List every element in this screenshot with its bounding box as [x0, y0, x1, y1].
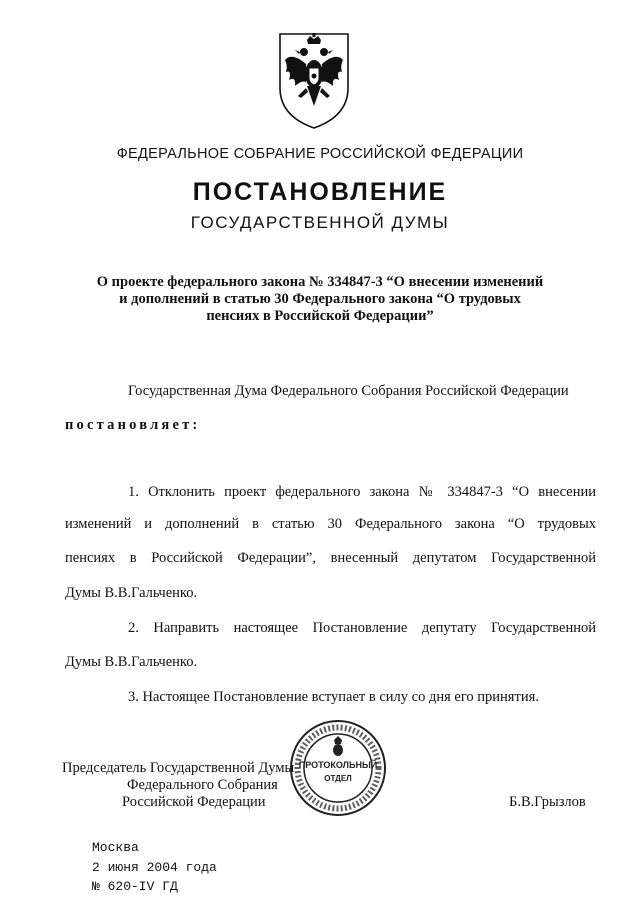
stamp-center-bottom: ОТДЕЛ	[324, 774, 352, 783]
item-2-line: Думы В.В.Гальченко.	[65, 654, 198, 670]
resolution-subject	[60, 274, 580, 325]
stamp-center-top: ПРОТОКОЛЬНЫЙ	[298, 760, 378, 770]
item-1-line: изменений и дополнений в статью 30 Федерального закона “О трудовых	[65, 516, 596, 532]
item-1-line: пенсиях в Российской Федерации”, внесенный депутатом Государственной	[65, 550, 596, 566]
item-1-line: 1. Отклонить проект федерального закона № 334847-3 “О внесении	[128, 484, 596, 500]
subject-line: О проекте федерального закона № 334847-3 “О внесении изменений	[96, 274, 544, 290]
document-title: ПОСТАНОВЛЕНИЕ	[192, 178, 448, 206]
seal-stamp-icon	[288, 718, 388, 818]
coat-of-arms-emblem	[276, 30, 352, 132]
document-number: № 620-IV ГД	[92, 879, 178, 894]
signatory-name: Б.В.Грызлов	[509, 794, 586, 810]
preamble-text: Государственная Дума Федерального Собрания Российской Федерации	[128, 383, 569, 399]
signatory-position: Председатель Государственной Думы	[62, 760, 295, 776]
organization-name: ФЕДЕРАЛЬНОЕ СОБРАНИЕ РОССИЙСКОЙ ФЕДЕРАЦИИ	[116, 146, 524, 162]
item-3-text: 3. Настоящее Постановление вступает в силу со дня его принятия.	[128, 689, 539, 705]
item-2-line: 2. Направить настоящее Постановление депутату Государственной	[128, 620, 596, 636]
signatory-position: Федерального Собрания	[127, 777, 278, 793]
document-subtitle: ГОСУДАРСТВЕННОЙ ДУМЫ	[190, 213, 450, 232]
item-1-line: Думы В.В.Гальченко.	[65, 585, 198, 601]
resolves-word: постановляет:	[65, 417, 201, 433]
signatory-position: Российской Федерации	[122, 794, 266, 810]
place-of-signing: Москва	[92, 840, 139, 855]
subject-line: и дополнений в статью 30 Федерального закона “О трудовых	[119, 291, 521, 307]
subject-line: пенсиях в Российской Федерации”	[206, 308, 434, 324]
signing-date: 2 июня 2004 года	[92, 860, 217, 875]
